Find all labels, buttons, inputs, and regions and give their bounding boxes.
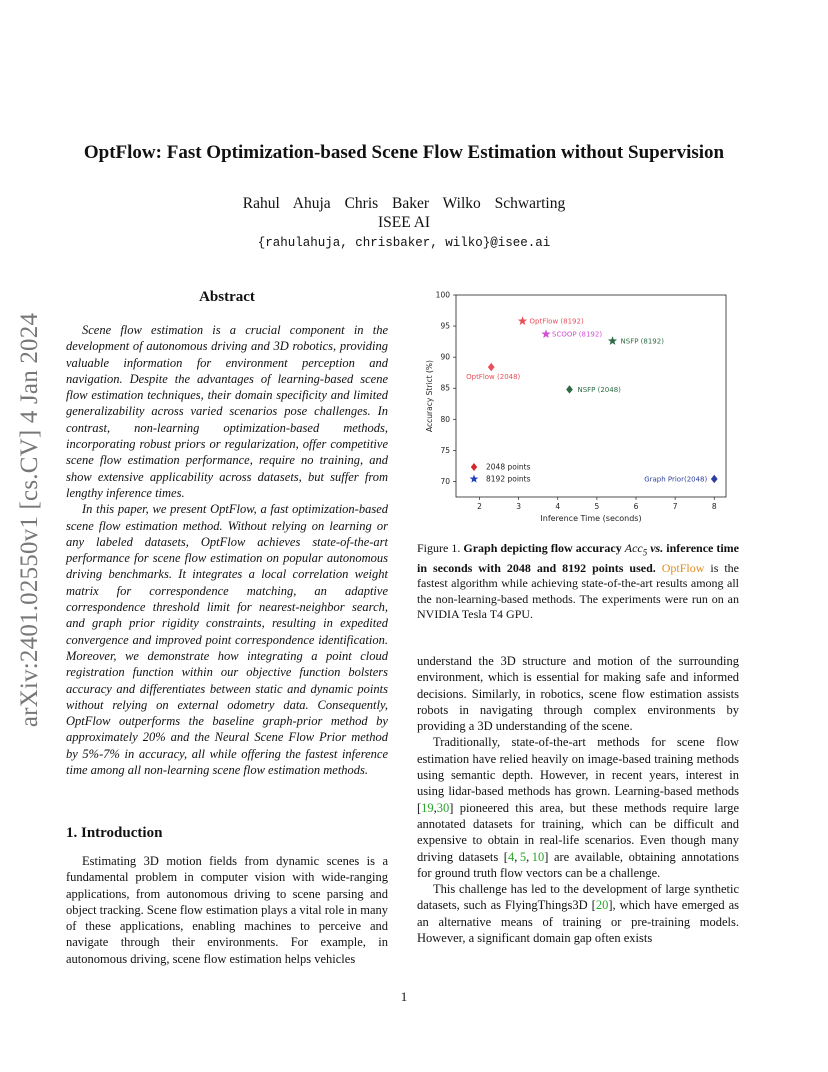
citation-link[interactable]: 10 [531, 849, 545, 864]
y-tick-label: 85 [440, 383, 450, 393]
x-axis-label: Inference Time (seconds) [540, 514, 642, 523]
arxiv-stamp-text: arXiv:2401.02550v1 [cs.CV] 4 Jan 2024 [16, 312, 43, 728]
introduction-body [66, 853, 388, 967]
x-tick-label: 5 [594, 502, 600, 511]
affiliation: ISEE AI [377, 214, 431, 231]
data-point-diamond [566, 385, 573, 393]
data-point-diamond [711, 475, 718, 483]
abstract-heading: Abstract [199, 289, 255, 305]
x-tick-label: 3 [516, 502, 521, 511]
x-tick-label: 8 [711, 502, 717, 511]
page-number: 1 [400, 989, 408, 1004]
abstract-body [66, 322, 388, 778]
legend-marker-diamond [471, 463, 477, 471]
data-point-label: OptFlow (2048) [466, 373, 521, 382]
accuracy-vs-time-chart [420, 285, 740, 525]
caption-vs: vs. [650, 541, 664, 555]
author-emails: {rahulahuja, chrisbaker, wilko}@isee.ai [257, 236, 551, 250]
x-tick-label: 6 [633, 502, 639, 511]
y-tick-label: 80 [440, 414, 450, 424]
data-point-star [608, 336, 617, 345]
paper-title: OptFlow: Fast Optimization-based Scene Flow Estimation without Supervision [83, 142, 725, 163]
body-paragraph: Traditionally, state-of-the-art methods for scene flow estimation have relied heavily on image-based training methods using semantic depth. However, in recent years, interest in using lidar-based methods has grown. Learning-based methods [19,30] pioneered this area, but these methods require large annotated datasets for training, which can be difficult and expensive to obtain in real-life scenarios. Even though many driving datasets [4, 5, 10] are available, obtaining annotations for ground truth flow vectors can be a challenge. [417, 735, 739, 880]
section-heading-introduction: 1. Introduction [66, 825, 163, 841]
caption-bold-a: Graph depicting flow accuracy [463, 541, 622, 555]
x-tick-label: 7 [672, 502, 678, 511]
y-tick-label: 90 [440, 352, 450, 362]
abstract-paragraph: In this paper, we present OptFlow, a fast optimization-based scene flow estimation method. Without relying on learning or any labeled datasets, OptFlow achieves state-of-the-art performance for scene flow estimation on popular autonomous driving benchmarks. It integrates a local correlation weight matrix for correspondence matching, an adaptive correspondence threshold limit for nearest-neighbor search, and graph prior rigidity constraints, resulting in expedited convergence and improved point correspondence identification. Moreover, we demonstrate how integrating a point cloud registration function within our objective function bolsters accuracy and differentiates between static and dynamic points without relying on external odometry data. Consequently, OptFlow outperforms the baseline graph-prior method by approximately 20% and the Neural Scene Flow Prior method by 5%-7% in accuracy, all while offering the fastest inference time among all non-learning scene flow estimation methods. [66, 502, 388, 778]
x-tick-label: 2 [477, 502, 482, 511]
caption-optflow-name: OptFlow [661, 560, 705, 575]
abstract-paragraph: Scene flow estimation is a crucial component in the development of autonomous driving and 3D robotics, providing valuable information for environment perception and navigation. Despite the advantages of learning-based scene flow estimation techniques, their domain specificity and limited generalizability across varied scenarios pose challenges. In contrast, non-learning optimization-based methods, incorporating robust priors or regularization, offer competitive scene flow estimation performance, require no training, and show extensive applicability across datasets, but suffer from lengthy inference times. [66, 323, 388, 500]
legend-label: 2048 points [486, 462, 531, 472]
y-tick-label: 100 [435, 290, 450, 300]
citation-link[interactable]: 4 [507, 849, 515, 864]
caption-label: Figure 1. [417, 541, 461, 555]
body-paragraph: This challenge has led to the development of large synthetic datasets, such as FlyingThings3D [20], which have emerged as an alternative means of training or pre-training models. However, a significant domain gap often exists [417, 882, 739, 946]
citation-link[interactable]: 20 [595, 898, 609, 913]
data-point-label: OptFlow (8192) [529, 317, 584, 326]
caption-math: Acc$_5$ [624, 541, 648, 558]
body-paragraph: understand the 3D structure and motion of the surrounding environment, which is essential for making safe and informed decisions. Similarly, in robotics, scene flow estimation assists robots in navigating through complex environments by providing a 3D understanding of the scene. [417, 654, 739, 734]
data-point-label: Graph Prior(2048) [644, 475, 708, 484]
x-tick-label: 4 [555, 502, 561, 511]
citation-link[interactable]: 30 [436, 800, 450, 815]
caption-rest: is the fastest algorithm while achieving state-of-the-art results among all the non-learning-based methods. The experiments were run on an NVIDIA Tesla T4 GPU. [417, 560, 740, 622]
arxiv-stamp [10, 300, 50, 740]
y-axis-label: Accuracy Strict (%) [425, 360, 434, 432]
y-tick-label: 75 [440, 445, 450, 455]
y-tick-label: 70 [440, 476, 450, 486]
author-list: Rahul Ahuja Chris Baker Wilko Schwarting [242, 195, 566, 212]
legend-marker-star [470, 475, 479, 483]
caption-bold-b: inference time in seconds with 2048 and 8192 points used. [417, 541, 740, 575]
figure-caption [417, 541, 739, 622]
data-point-label: NSFP (8192) [620, 337, 664, 346]
citation-link[interactable]: 5 [519, 849, 527, 864]
body-paragraph: Estimating 3D motion fields from dynamic scenes is a fundamental problem in computer vision with wide-ranging applications, from autonomous driving to scene parsing and object tracking. Scene flow estimation plays a vital role in many of these applications, enabling machines to perceive and navigate through their environments. For example, in autonomous driving, scene flow estimation helps vehicles [66, 854, 388, 966]
y-tick-label: 95 [440, 321, 450, 331]
data-point-star [541, 329, 550, 338]
data-point-label: NSFP (2048) [577, 385, 621, 394]
right-column-body [417, 653, 739, 946]
data-point-label: SCOOP (8192) [552, 330, 603, 339]
legend-label: 8192 points [486, 474, 531, 484]
data-point-diamond [488, 363, 495, 371]
citation-link[interactable]: 19 [421, 800, 434, 815]
data-point-star [518, 316, 527, 325]
